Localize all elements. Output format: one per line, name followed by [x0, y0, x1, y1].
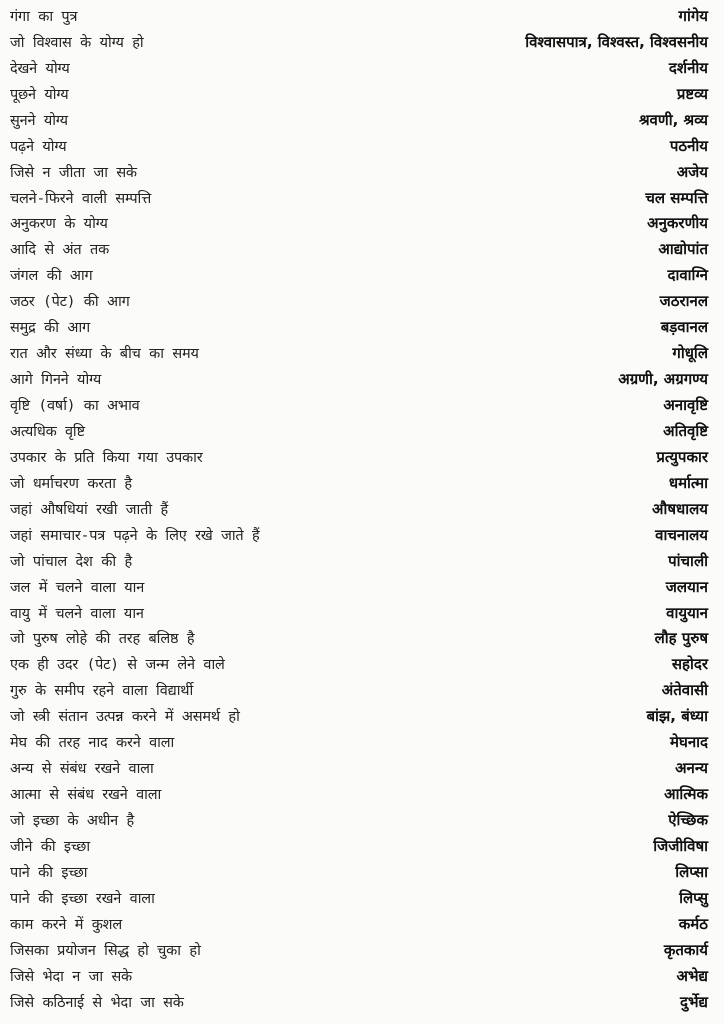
- one-word-substitute: लिप्सु: [679, 888, 708, 907]
- phrase-text: जंगल की आग: [10, 268, 93, 285]
- list-item: [10, 574, 708, 600]
- phrase-text: जिसका प्रयोजन सिद्ध हो चुका हो: [10, 942, 201, 959]
- phrase-text: काम करने में कुशल: [10, 916, 122, 933]
- phrase-text: आत्मा से संबंध रखने वाला: [10, 787, 162, 804]
- one-word-substitute: वायुयान: [666, 603, 708, 622]
- list-item: [10, 703, 708, 729]
- one-word-substitute: अग्रणी, अग्रगण्य: [618, 370, 708, 389]
- list-item: [10, 159, 708, 185]
- phrase-text: जो विश्वास के योग्य हो: [10, 34, 144, 51]
- one-word-substitute: अनन्य: [675, 759, 708, 778]
- phrase-text: रात और संध्या के बीच का समय: [10, 346, 199, 363]
- phrase-text: गुरु के समीप रहने वाला विद्यार्थी: [10, 683, 194, 700]
- list-item: [10, 937, 708, 963]
- one-word-substitute: जलयान: [665, 577, 708, 596]
- one-word-substitute: पांचाली: [668, 551, 708, 570]
- one-word-substitute: अजेय: [676, 162, 708, 181]
- phrase-text: जो पांचाल देश की है: [10, 553, 132, 570]
- phrase-text: पाने की इच्छा रखने वाला: [10, 890, 155, 907]
- phrase-text: आदि से अंत तक: [10, 242, 110, 259]
- phrase-text: जिसे कठिनाई से भेदा जा सके: [10, 994, 184, 1011]
- one-word-substitute: आद्योपांत: [658, 240, 708, 259]
- list-item: [10, 55, 708, 81]
- one-word-substitute: अनुकरणीय: [647, 214, 708, 233]
- one-word-substitute: कर्मठ: [678, 914, 708, 933]
- list-item: [10, 133, 708, 159]
- one-word-substitute: वाचनालय: [655, 525, 708, 544]
- list-item: [10, 185, 708, 211]
- list-item: [10, 600, 708, 626]
- word-list: [10, 3, 708, 1015]
- list-item: [10, 107, 708, 133]
- list-item: [10, 392, 708, 418]
- phrase-text: जठर (पेट) की आग: [10, 294, 130, 311]
- list-item: [10, 3, 708, 29]
- one-word-substitute: दर्शनीय: [668, 58, 708, 77]
- phrase-text: वृष्टि (वर्षा) का अभाव: [10, 398, 140, 415]
- phrase-text: पढ़ने योग्य: [10, 138, 67, 155]
- list-item: [10, 81, 708, 107]
- one-word-substitute: बांझ, बंध्या: [646, 707, 708, 726]
- phrase-text: मेघ की तरह नाद करने वाला: [10, 735, 175, 752]
- list-item: [10, 340, 708, 366]
- list-item: [10, 288, 708, 314]
- one-word-substitute: दुर्भेद्य: [680, 992, 708, 1011]
- phrase-text: जीने की इच्छा: [10, 838, 90, 855]
- phrase-text: जिसे न जीता जा सके: [10, 164, 137, 181]
- list-item: [10, 859, 708, 885]
- list-item: [10, 548, 708, 574]
- list-item: [10, 418, 708, 444]
- one-word-substitute: सहोदर: [671, 655, 708, 674]
- one-word-substitute: जठरानल: [659, 292, 708, 311]
- list-item: [10, 262, 708, 288]
- list-item: [10, 677, 708, 703]
- list-item: [10, 470, 708, 496]
- phrase-text: उपकार के प्रति किया गया उपकार: [10, 449, 203, 466]
- phrase-text: अन्य से संबंध रखने वाला: [10, 761, 154, 778]
- list-item: [10, 651, 708, 677]
- list-item: [10, 911, 708, 937]
- one-word-substitute: गोधूलि: [672, 344, 708, 363]
- one-word-substitute: प्रष्टव्य: [676, 84, 708, 103]
- list-item: [10, 755, 708, 781]
- one-word-substitute: प्रत्युपकार: [656, 447, 708, 466]
- phrase-text: जल में चलने वाला यान: [10, 579, 145, 596]
- one-word-substitute: ऐच्छिक: [668, 811, 708, 830]
- one-word-substitute: चल सम्पत्ति: [645, 188, 708, 207]
- one-word-substitute: लौह पुरुष: [654, 629, 708, 648]
- one-word-substitute: पठनीय: [669, 136, 708, 155]
- phrase-text: जो इच्छा के अधीन है: [10, 813, 135, 830]
- one-word-substitute: औषधालय: [652, 499, 708, 518]
- list-item: [10, 236, 708, 262]
- one-word-substitute: बड़वानल: [660, 318, 708, 337]
- list-item: [10, 29, 708, 55]
- list-item: [10, 963, 708, 989]
- one-word-substitute: अनावृष्टि: [663, 396, 708, 415]
- list-item: [10, 781, 708, 807]
- one-word-substitute: गांगेय: [678, 6, 708, 25]
- one-word-substitute: दावाग्नि: [667, 266, 708, 285]
- phrase-text: पूछने योग्य: [10, 86, 69, 103]
- phrase-text: आगे गिनने योग्य: [10, 372, 102, 389]
- list-item: [10, 211, 708, 237]
- one-word-substitute: लिप्सा: [675, 862, 708, 881]
- one-word-substitute: विश्वासपात्र, विश्वस्त, विश्वसनीय: [525, 32, 708, 51]
- phrase-text: समुद्र की आग: [10, 320, 90, 337]
- list-item: [10, 522, 708, 548]
- list-item: [10, 314, 708, 340]
- one-word-substitute: मेघनाद: [669, 733, 708, 752]
- one-word-substitute: अंतेवासी: [661, 681, 708, 700]
- phrase-text: एक ही उदर (पेट) से जन्म लेने वाले: [10, 657, 225, 674]
- phrase-text: गंगा का पुत्र: [10, 8, 78, 25]
- one-word-substitute: कृतकार्य: [663, 940, 708, 959]
- phrase-text: जो पुरुष लोहे की तरह बलिष्ठ है: [10, 631, 195, 648]
- list-item: [10, 885, 708, 911]
- phrase-text: वायु में चलने वाला यान: [10, 605, 144, 622]
- phrase-text: देखने योग्य: [10, 60, 70, 77]
- list-item: [10, 729, 708, 755]
- one-word-substitute: आत्मिक: [664, 785, 708, 804]
- list-item: [10, 833, 708, 859]
- list-item: [10, 366, 708, 392]
- one-word-substitute: अतिवृष्टि: [663, 421, 708, 440]
- list-item: [10, 807, 708, 833]
- phrase-text: पाने की इच्छा: [10, 864, 88, 881]
- phrase-text: सुनने योग्य: [10, 112, 68, 129]
- one-word-substitute: अभेद्य: [676, 966, 708, 985]
- one-word-substitute: श्रवणी, श्रव्य: [638, 110, 708, 129]
- phrase-text: चलने-फिरने वाली सम्पत्ति: [10, 190, 152, 207]
- phrase-text: जिसे भेदा न जा सके: [10, 968, 132, 985]
- list-item: [10, 626, 708, 652]
- list-item: [10, 444, 708, 470]
- phrase-text: जो धर्माचरण करता है: [10, 475, 132, 492]
- phrase-text: अनुकरण के योग्य: [10, 216, 108, 233]
- one-word-substitute: जिजीविषा: [653, 836, 708, 855]
- one-word-substitute: धर्मात्मा: [668, 473, 708, 492]
- list-item: [10, 989, 708, 1015]
- phrase-text: जो स्त्री संतान उत्पन्न करने में असमर्थ हो: [10, 709, 240, 726]
- phrase-text: अत्यधिक वृष्टि: [10, 423, 85, 440]
- list-item: [10, 496, 708, 522]
- phrase-text: जहां औषधियां रखी जाती हैं: [10, 501, 168, 518]
- phrase-text: जहां समाचार-पत्र पढ़ने के लिए रखे जाते हैं: [10, 527, 260, 544]
